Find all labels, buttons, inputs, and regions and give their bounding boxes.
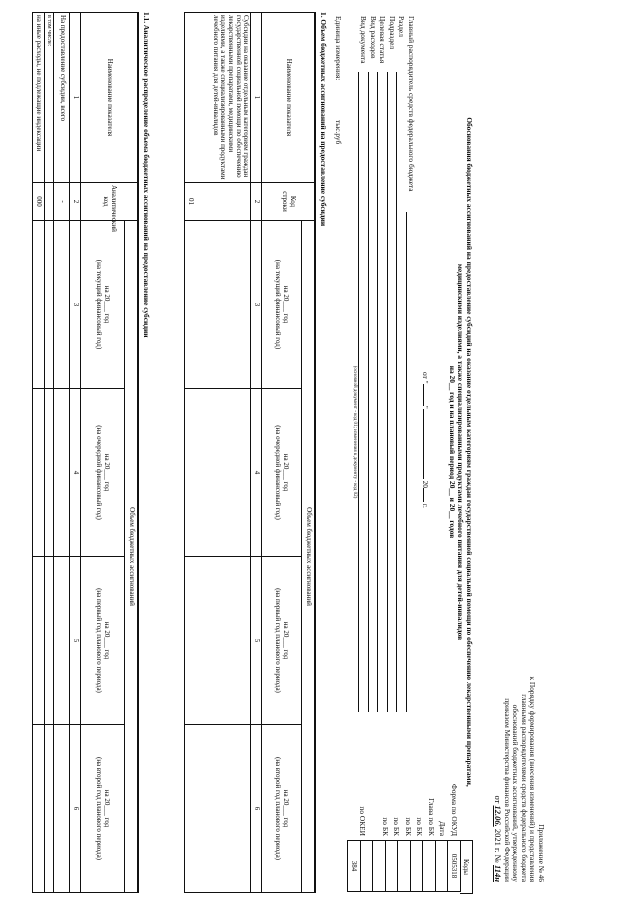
column-number: 6 bbox=[251, 725, 262, 893]
row-code: - bbox=[54, 183, 70, 221]
code-label: по БК bbox=[404, 817, 413, 836]
header-cell: Объем бюджетных ассигнований bbox=[125, 221, 139, 893]
appendix-line: к Порядку формирования (внесения изменений) и представления bbox=[528, 676, 538, 882]
column-number: 1 bbox=[251, 13, 262, 183]
code-label: Глава по БК bbox=[427, 798, 436, 836]
table-cell bbox=[32, 725, 44, 893]
table-cell bbox=[54, 389, 70, 557]
section11-title: 1.1. Аналитическое распределение объема бюджетных ассигнований на предоставление субсидии bbox=[142, 12, 151, 338]
header-cell: Аналитический код bbox=[81, 183, 139, 221]
table-cell bbox=[54, 221, 70, 389]
code-label: по ОКЕИ bbox=[358, 806, 367, 836]
header-cell: на 20___ год (на второй год планового периода) bbox=[81, 725, 125, 893]
header-cell: на 20___ год (на первый год планового периода) bbox=[262, 557, 302, 725]
code-value: 0505318 bbox=[448, 841, 461, 892]
table-cell bbox=[185, 557, 251, 725]
field-line bbox=[406, 212, 407, 712]
section1-table bbox=[184, 12, 316, 893]
header-cell: на 20___ год (на второй год планового периода) bbox=[262, 725, 302, 893]
row-name: Субсидии на оказание отдельным категориям граждан государственной социальной помощи по обеспечению лекарственными препаратами, медицинскими изделиями, а также специализированными продуктами лечебного питания для детей-инвалидов bbox=[185, 13, 251, 183]
appendix-date: от 12.06. 2021 г. № 114н bbox=[493, 795, 504, 882]
column-number: 3 bbox=[251, 221, 262, 389]
field-label: Раздел bbox=[397, 16, 407, 37]
table-cell bbox=[185, 389, 251, 557]
field-label: Вид документа bbox=[359, 16, 369, 64]
header-cell: на 20___ год (на первый год планового периода) bbox=[81, 557, 125, 725]
document-title: Обоснования бюджетных ассигнований на предоставление субсидий на оказание отдельным категориям граждан государственной социальной помощи по обеспечению лекарственными препаратами, медицинскими изделиями, а также специализированными продуктами лечебного питания для детей-инвалидов на 20__ год и на плановый период 20__ и 20__ годов bbox=[447, 117, 474, 787]
row-code: 000 bbox=[32, 183, 44, 221]
units-label: Единица измерения: bbox=[334, 16, 343, 81]
code-value bbox=[398, 841, 411, 892]
row-name: На предоставление субсидии, всего bbox=[54, 13, 70, 183]
handwritten-number: 114н bbox=[493, 865, 504, 882]
date-line: от "" 20 г. bbox=[421, 372, 430, 508]
code-value bbox=[423, 841, 436, 892]
code-label: по БК bbox=[415, 817, 425, 836]
header-cell: Объем бюджетных ассигнований bbox=[302, 221, 316, 893]
field-label: Главный распорядитель средств федерального бюджета bbox=[407, 16, 416, 192]
field-line bbox=[377, 72, 378, 712]
handwritten-date: 12.06. bbox=[493, 805, 504, 827]
rotated-form bbox=[5, 12, 545, 892]
appendix-title: Приложение № 46 bbox=[537, 824, 546, 882]
table-cell bbox=[44, 221, 54, 389]
table-cell bbox=[44, 725, 54, 893]
field-caption: (основной документ - код 01; изменения к документу - код 02) bbox=[352, 365, 357, 499]
appendix-line: приказом Министерства финансов Российской Федерации bbox=[502, 698, 512, 882]
header-cell: Наименование показателя bbox=[81, 13, 139, 183]
code-label: Дата bbox=[438, 821, 448, 836]
header-cell: на 20___ год (на текущий финансовый год) bbox=[81, 221, 125, 389]
table-cell bbox=[54, 725, 70, 893]
row-code bbox=[44, 183, 54, 221]
field-line bbox=[387, 72, 388, 712]
column-number: 1 bbox=[70, 13, 81, 183]
header-cell: Наименование показателя bbox=[262, 13, 316, 183]
table-cell bbox=[44, 389, 54, 557]
field-label: Целевая статья bbox=[378, 16, 388, 64]
appendix-block bbox=[493, 532, 545, 882]
column-number: 2 bbox=[251, 183, 262, 221]
field-line bbox=[358, 72, 359, 712]
column-number: 3 bbox=[70, 221, 81, 389]
field-label: Вид расходов bbox=[369, 16, 378, 59]
section1-title: 1. Объем бюджетных ассигнований на предоставление субсидии bbox=[319, 12, 328, 227]
row-code: 01 bbox=[185, 183, 251, 221]
table-cell bbox=[32, 389, 44, 557]
field-line bbox=[368, 72, 369, 712]
header-cell: Код строки bbox=[262, 183, 316, 221]
table-cell bbox=[185, 221, 251, 389]
column-number: 2 bbox=[70, 183, 81, 221]
code-label: Форма по ОКУД bbox=[450, 783, 459, 836]
field-label: Подраздел bbox=[388, 16, 397, 50]
table-cell bbox=[44, 557, 54, 725]
header-cell: на 20___ год (на очередной финансовый год) bbox=[262, 389, 302, 557]
section11-table bbox=[32, 12, 139, 893]
row-name: в том числе: bbox=[44, 13, 54, 183]
column-number: 4 bbox=[70, 389, 81, 557]
field-line bbox=[396, 72, 397, 712]
appendix-line: главными распорядителями средств федерального бюджета bbox=[519, 694, 529, 882]
code-value bbox=[361, 841, 374, 892]
codes-table bbox=[348, 840, 462, 892]
codes-header: Коды bbox=[460, 840, 473, 894]
units-value: тыс.руб bbox=[334, 120, 343, 145]
table-cell bbox=[185, 725, 251, 893]
header-cell: на 20___ год (на текущий финансовый год) bbox=[262, 221, 302, 389]
code-value bbox=[386, 841, 399, 892]
table-cell bbox=[32, 221, 44, 389]
codes-labels bbox=[357, 732, 461, 836]
code-label: по БК bbox=[381, 817, 390, 836]
code-value: 384 bbox=[348, 841, 361, 892]
appendix-line: обоснований бюджетных ассигнований, утвержденному bbox=[511, 704, 521, 882]
code-value bbox=[411, 841, 424, 892]
column-number: 5 bbox=[70, 557, 81, 725]
column-number: 4 bbox=[251, 389, 262, 557]
code-label: по БК bbox=[392, 817, 402, 836]
header-cell: на 20___ год (на очередной финансовый год) bbox=[81, 389, 125, 557]
table-cell bbox=[54, 557, 70, 725]
column-number: 6 bbox=[70, 725, 81, 893]
code-label bbox=[368, 732, 380, 836]
code-value bbox=[436, 841, 449, 892]
row-name: на иные расходы, не подлежащие индексации bbox=[32, 13, 44, 183]
code-value bbox=[373, 841, 386, 892]
column-number: 5 bbox=[251, 557, 262, 725]
table-cell bbox=[32, 557, 44, 725]
